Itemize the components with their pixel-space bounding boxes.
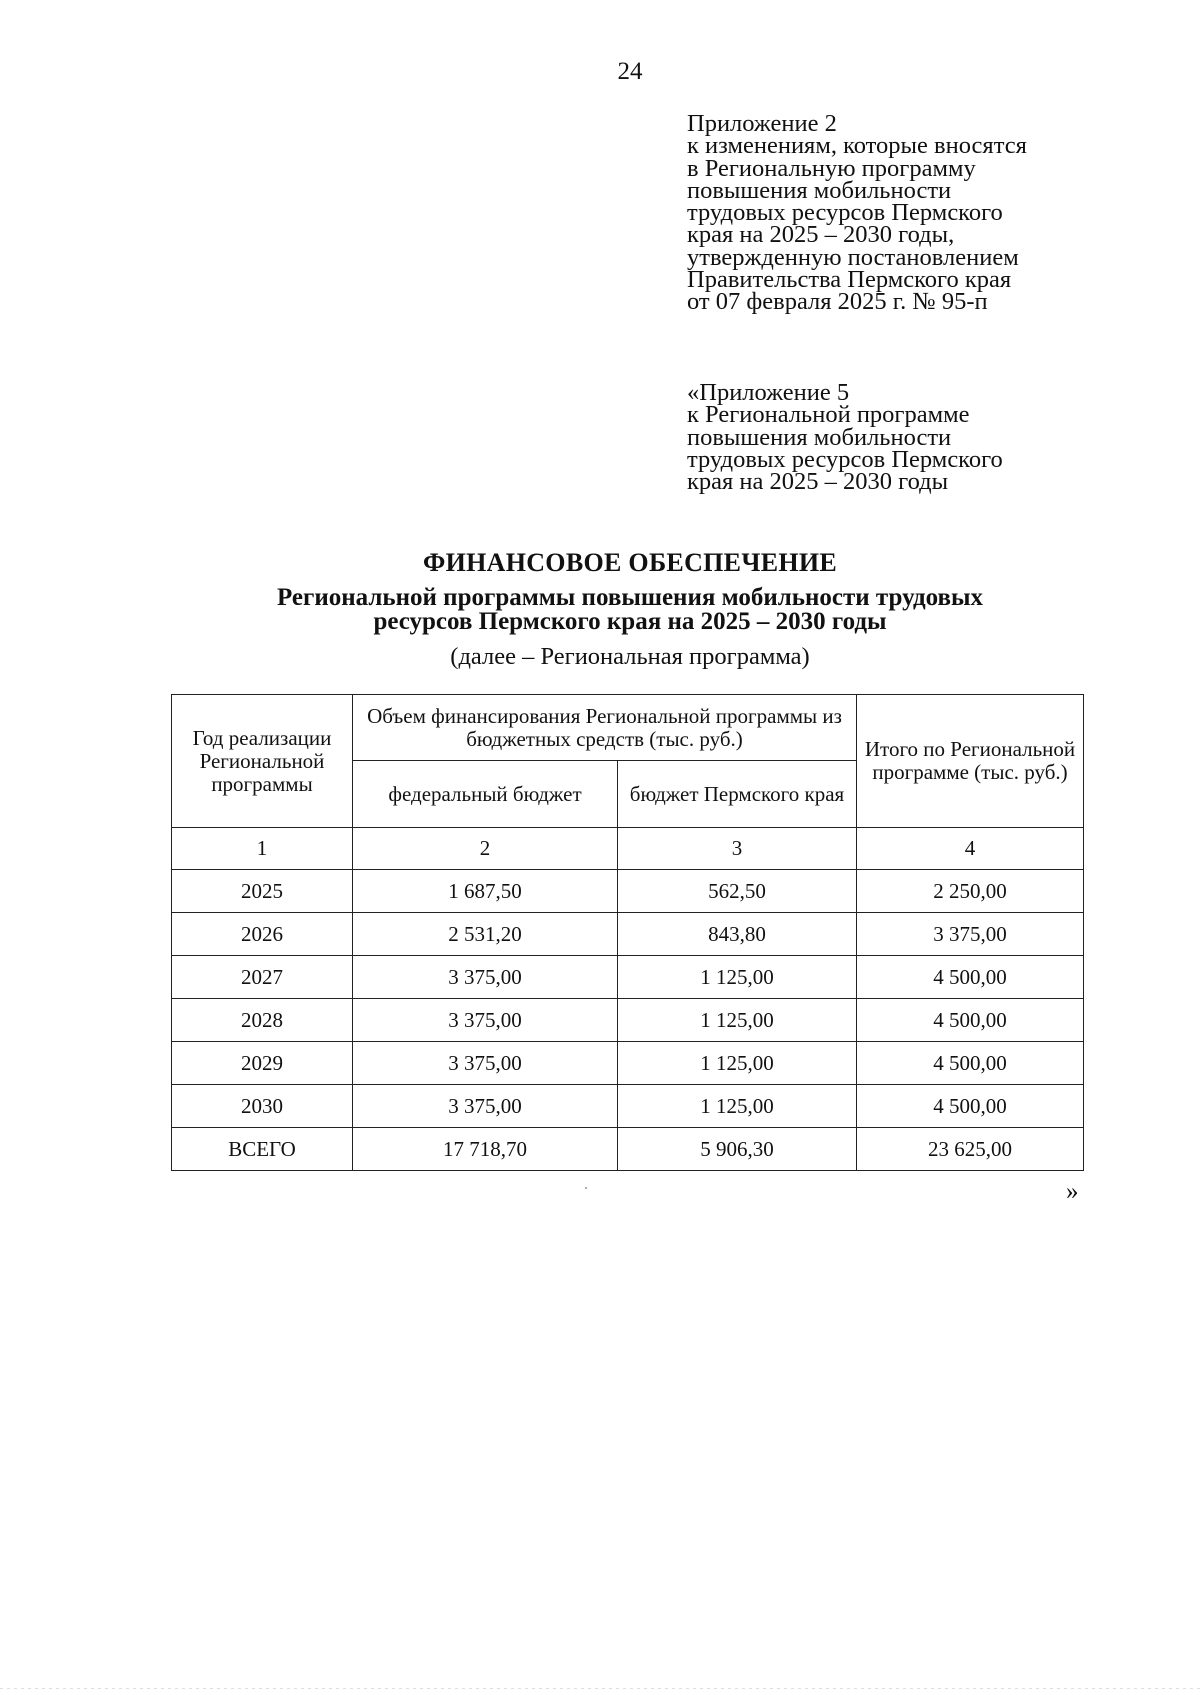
cell-federal: 3 375,00 [353,999,618,1042]
cell-federal: 3 375,00 [353,1042,618,1085]
cell-year: 2028 [172,999,353,1042]
appendix-2-line: в Региональную программу [687,154,976,182]
cell-total: 2 250,00 [857,870,1084,913]
appendix-5-line: трудовых ресурсов Пермского [687,445,1003,473]
cell-federal: 1 687,50 [353,870,618,913]
appendix-2-line: от 07 февраля 2025 г. № 95-п [687,288,988,316]
document-subtitle [0,586,1200,634]
cell-year: 2029 [172,1042,353,1085]
cell-regional: 843,80 [618,913,857,956]
appendix-2-line: повышения мобильности [687,176,952,204]
cell-regional: 1 125,00 [618,1042,857,1085]
cell-regional: 1 125,00 [618,1085,857,1128]
table-row [172,999,1084,1042]
column-number-row [172,828,1084,870]
appendix-2-line: края на 2025 – 2030 годы, [687,221,955,249]
cell-regional: 5 906,30 [618,1128,857,1171]
appendix-5-line: края на 2025 – 2030 годы [687,468,949,496]
table-total-row [172,1128,1084,1171]
cell-year: 2025 [172,870,353,913]
appendix-5-header [687,379,1107,496]
cell-year: ВСЕГО [172,1128,353,1171]
subtitle-line: Региональной программы повышения мобильности трудовых [276,584,984,611]
appendix-2-line: к изменениям, которые вносятся [687,132,1027,160]
column-number: 1 [172,828,353,870]
cell-federal: 17 718,70 [353,1128,618,1171]
cell-total: 4 500,00 [857,1042,1084,1085]
appendix-2-line: Приложение 2 [687,110,837,137]
appendix-2-line: утвержденную постановлением [687,243,1019,271]
appendix-2-line: трудовых ресурсов Пермского [687,199,1003,227]
cell-total: 23 625,00 [857,1128,1084,1171]
header-federal: федеральный бюджет [353,761,618,828]
table-row [172,1042,1084,1085]
appendix-5-line: повышения мобильности [687,423,952,451]
financing-table [171,694,1084,1171]
header-regional: бюджет Пермского края [618,761,857,828]
cell-total: 4 500,00 [857,1085,1084,1128]
closing-quote: » [1066,1178,1079,1205]
page-number: 24 [617,58,643,85]
subtitle-line: ресурсов Пермского края на 2025 – 2030 годы [373,608,887,635]
table-row [172,870,1084,913]
cell-regional: 562,50 [618,870,857,913]
header-year: Год реализации Региональной программы [172,695,353,828]
cell-federal: 2 531,20 [353,913,618,956]
appendix-5-line: к Региональной программе [687,401,970,429]
cell-regional: 1 125,00 [618,956,857,999]
table-row [172,1085,1084,1128]
table-row [172,956,1084,999]
scan-dot [585,1187,587,1189]
cell-year: 2030 [172,1085,353,1128]
cell-regional: 1 125,00 [618,999,857,1042]
appendix-2-header [687,110,1107,316]
column-number: 3 [618,828,857,870]
table-row [172,913,1084,956]
cell-federal: 3 375,00 [353,956,618,999]
cell-year: 2027 [172,956,353,999]
cell-total: 4 500,00 [857,999,1084,1042]
cell-total: 4 500,00 [857,956,1084,999]
column-number: 2 [353,828,618,870]
header-total: Итого по Региональной программе (тыс. руб.) [857,695,1084,828]
column-number: 4 [857,828,1084,870]
cell-year: 2026 [172,913,353,956]
cell-total: 3 375,00 [857,913,1084,956]
document-title: ФИНАНСОВОЕ ОБЕСПЕЧЕНИЕ [422,548,838,577]
appendix-5-line: «Приложение 5 [687,379,850,406]
header-funding-group: Объем финансирования Региональной программы из бюджетных средств (тыс. руб.) [353,695,857,761]
scan-edge-artifact [0,1688,1200,1689]
document-note: (далее – Региональная программа) [450,643,810,670]
appendix-2-line: Правительства Пермского края [687,266,1012,294]
table-header-row [172,695,1084,761]
cell-federal: 3 375,00 [353,1085,618,1128]
